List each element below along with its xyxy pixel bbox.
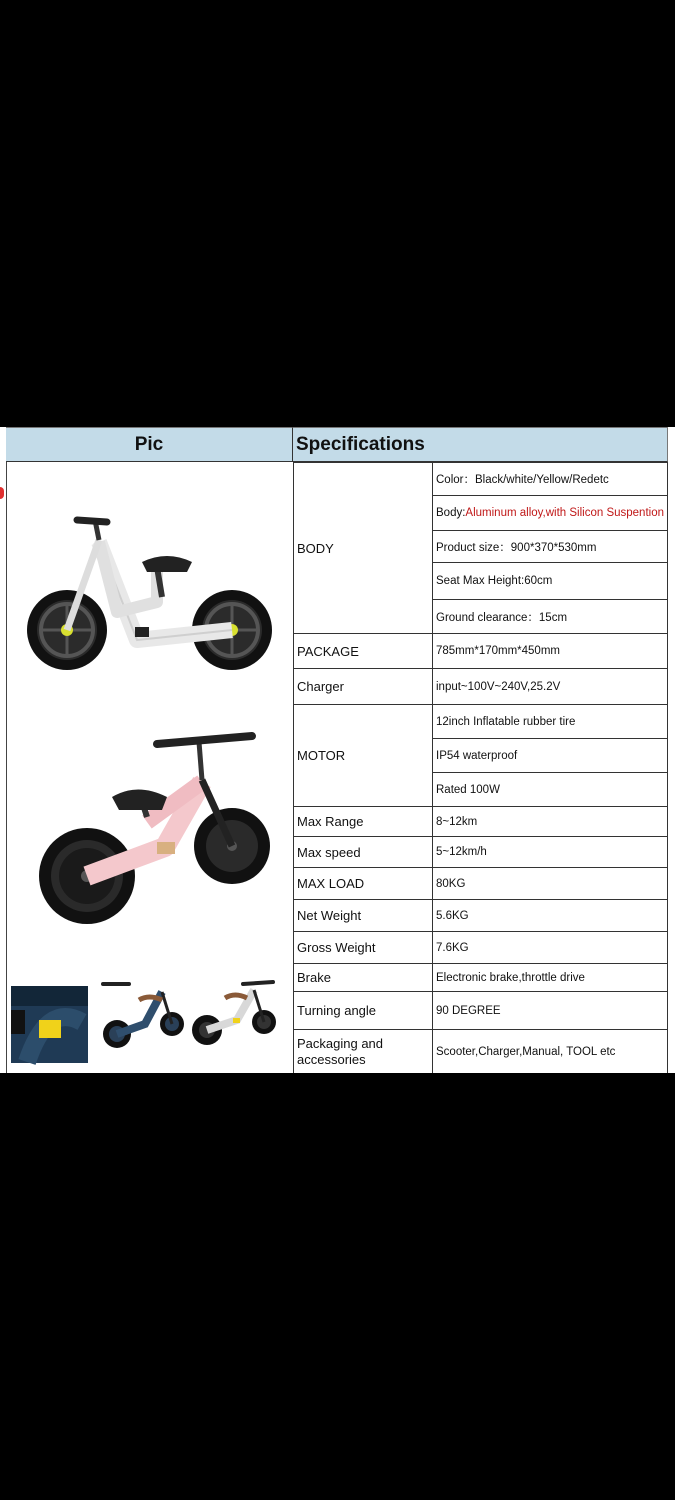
specifications-table xyxy=(293,462,668,1073)
battery-closeup-image xyxy=(11,986,88,1063)
spec-key-packaging: Packaging and accessories xyxy=(294,1030,433,1074)
spec-value-packaging: Scooter,Charger,Manual, TOOL etc xyxy=(433,1030,668,1074)
spec-value-brake: Electronic brake,throttle drive xyxy=(433,964,668,992)
spec-value-waterproof: IP54 waterproof xyxy=(433,739,668,773)
spec-key-body: BODY xyxy=(294,463,433,634)
table-row xyxy=(294,669,668,705)
grey-balance-bike-image xyxy=(192,982,276,1045)
spec-sheet xyxy=(0,427,675,1073)
body-material-highlight: Aluminum alloy,with Silicon Suspention xyxy=(465,507,664,519)
spec-key-max-range: Max Range xyxy=(294,807,433,837)
table-row xyxy=(294,964,668,992)
edge-marker xyxy=(0,487,4,499)
pink-balance-bike-image xyxy=(39,736,270,924)
table-row xyxy=(294,705,668,739)
product-pictures xyxy=(7,462,293,1073)
spec-value-net-weight: 5.6KG xyxy=(433,900,668,932)
spec-key-net-weight: Net Weight xyxy=(294,900,433,932)
table-row xyxy=(294,634,668,669)
spec-value-color: Color：Black/white/Yellow/Redetc xyxy=(433,463,668,496)
spec-key-brake: Brake xyxy=(294,964,433,992)
table-row xyxy=(294,837,668,868)
spec-value-turning-angle: 90 DEGREE xyxy=(433,992,668,1030)
body-material-prefix: Body: xyxy=(436,507,466,519)
specifications-column-header: Specifications xyxy=(293,427,668,462)
table-row xyxy=(294,992,668,1030)
spec-value-product-size: Product size：900*370*530mm xyxy=(433,531,668,563)
spec-key-charger: Charger xyxy=(294,669,433,705)
pic-column-header: Pic xyxy=(6,427,293,462)
table-row xyxy=(294,1030,668,1074)
table-row xyxy=(294,463,668,496)
spec-key-turning-angle: Turning angle xyxy=(294,992,433,1030)
spec-value-max-speed: 5~12km/h xyxy=(433,837,668,868)
spec-key-gross-weight: Gross Weight xyxy=(294,932,433,964)
spec-key-package: PACKAGE xyxy=(294,634,433,669)
spec-key-max-speed: Max speed xyxy=(294,837,433,868)
spec-value-tire: 12inch Inflatable rubber tire xyxy=(433,705,668,739)
spec-value-ground-clearance: Ground clearance：15cm xyxy=(433,600,668,634)
white-balance-bike-image xyxy=(27,520,272,670)
table-row xyxy=(294,868,668,900)
table-row xyxy=(294,932,668,964)
table-row xyxy=(294,807,668,837)
spec-key-motor: MOTOR xyxy=(294,705,433,807)
spec-value-gross-weight: 7.6KG xyxy=(433,932,668,964)
spec-value-seat-height: Seat Max Height:60cm xyxy=(433,563,668,600)
blue-balance-bike-image xyxy=(103,984,184,1048)
spec-value-body-material xyxy=(433,496,668,531)
spec-value-rated-power: Rated 100W xyxy=(433,773,668,807)
spec-value-max-range: 8~12km xyxy=(433,807,668,837)
table-row xyxy=(294,900,668,932)
spec-key-max-load: MAX LOAD xyxy=(294,868,433,900)
spec-value-max-load: 80KG xyxy=(433,868,668,900)
spec-value-charger: input~100V~240V,25.2V xyxy=(433,669,668,705)
spec-value-package: 785mm*170mm*450mm xyxy=(433,634,668,669)
